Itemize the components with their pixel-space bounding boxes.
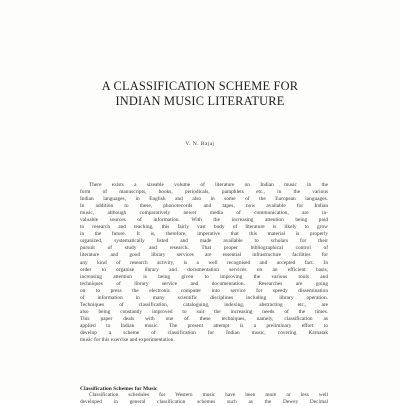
text-line: also being constantly improved to suit the increasing needs of the times. [80,308,328,315]
text-line: any kind of research activity, is a well recognised and accepted fact. In [80,259,328,266]
text-line: Classification schedules for Western music have been more or less well [89,392,328,398]
text-line: music for this exercise and experimentation. [80,337,175,344]
text-line: in the future. It is, therefore, imperative that this material is properly [80,231,328,238]
article-title-line-2: INDIAN MUSIC LITERATURE [115,94,285,108]
text-line: to research and teaching, this fairly vast body of literature is likely to grow [80,224,328,231]
text-line: form of manuscripts, books, periodicals, pamphlets etc., in the various [80,189,328,196]
text-line: of information in many scientific disciplines including library operation. [80,294,328,301]
text-line: In addition to these, phonorecords and tapes, now available for Indian [80,203,328,210]
text-line: valuable sources of information. With the increasing attention being paid [80,217,328,224]
text-line: developed in general classification schemes such as the Dewey Decimal [80,399,328,406]
text-line: increasing attention is being given to improving the various tools and [80,273,328,280]
text-line: music, although comparatively newer media of communication, are in- [80,210,328,217]
article-title-line-1: A CLASSIFICATION SCHEME FOR [101,79,299,93]
section-body [80,392,328,406]
text-line: applied to Indian music. The present attempt is a preliminary effort to [80,322,328,329]
text-line: pursuit of study and research. That proper bibliographical control of [80,245,328,252]
text-line: Indian languages, in English and also in some of the European languages. [80,196,328,203]
article-body [80,182,328,344]
text-line: Techniques of classification, cataloguing, indexing, abstracting etc., are [80,301,328,308]
article-author: V. N. Bajaj [185,141,215,147]
text-line: literature and good library services are essential infrastructure facilities for [80,252,328,259]
text-line: There exists a sizeable volume of literature on Indian music in the [89,182,328,188]
text-line: This paper deals with one of these techniques, namely, classification as [80,315,328,322]
text-line: techniques of library service and documentation. Researches are going [80,280,328,287]
text-line: organized, systematically listed and made available to scholars for their [80,238,328,245]
section-heading: Classification Schemes for Music [80,386,158,392]
text-line: develop a scheme of classification for Indian music, covering Karnatak [80,329,328,336]
text-line: order to organise library and documentation services on an efficient basis, [80,266,328,273]
text-line: on to press the electronic computer into service for speedy dissemination [80,287,328,294]
